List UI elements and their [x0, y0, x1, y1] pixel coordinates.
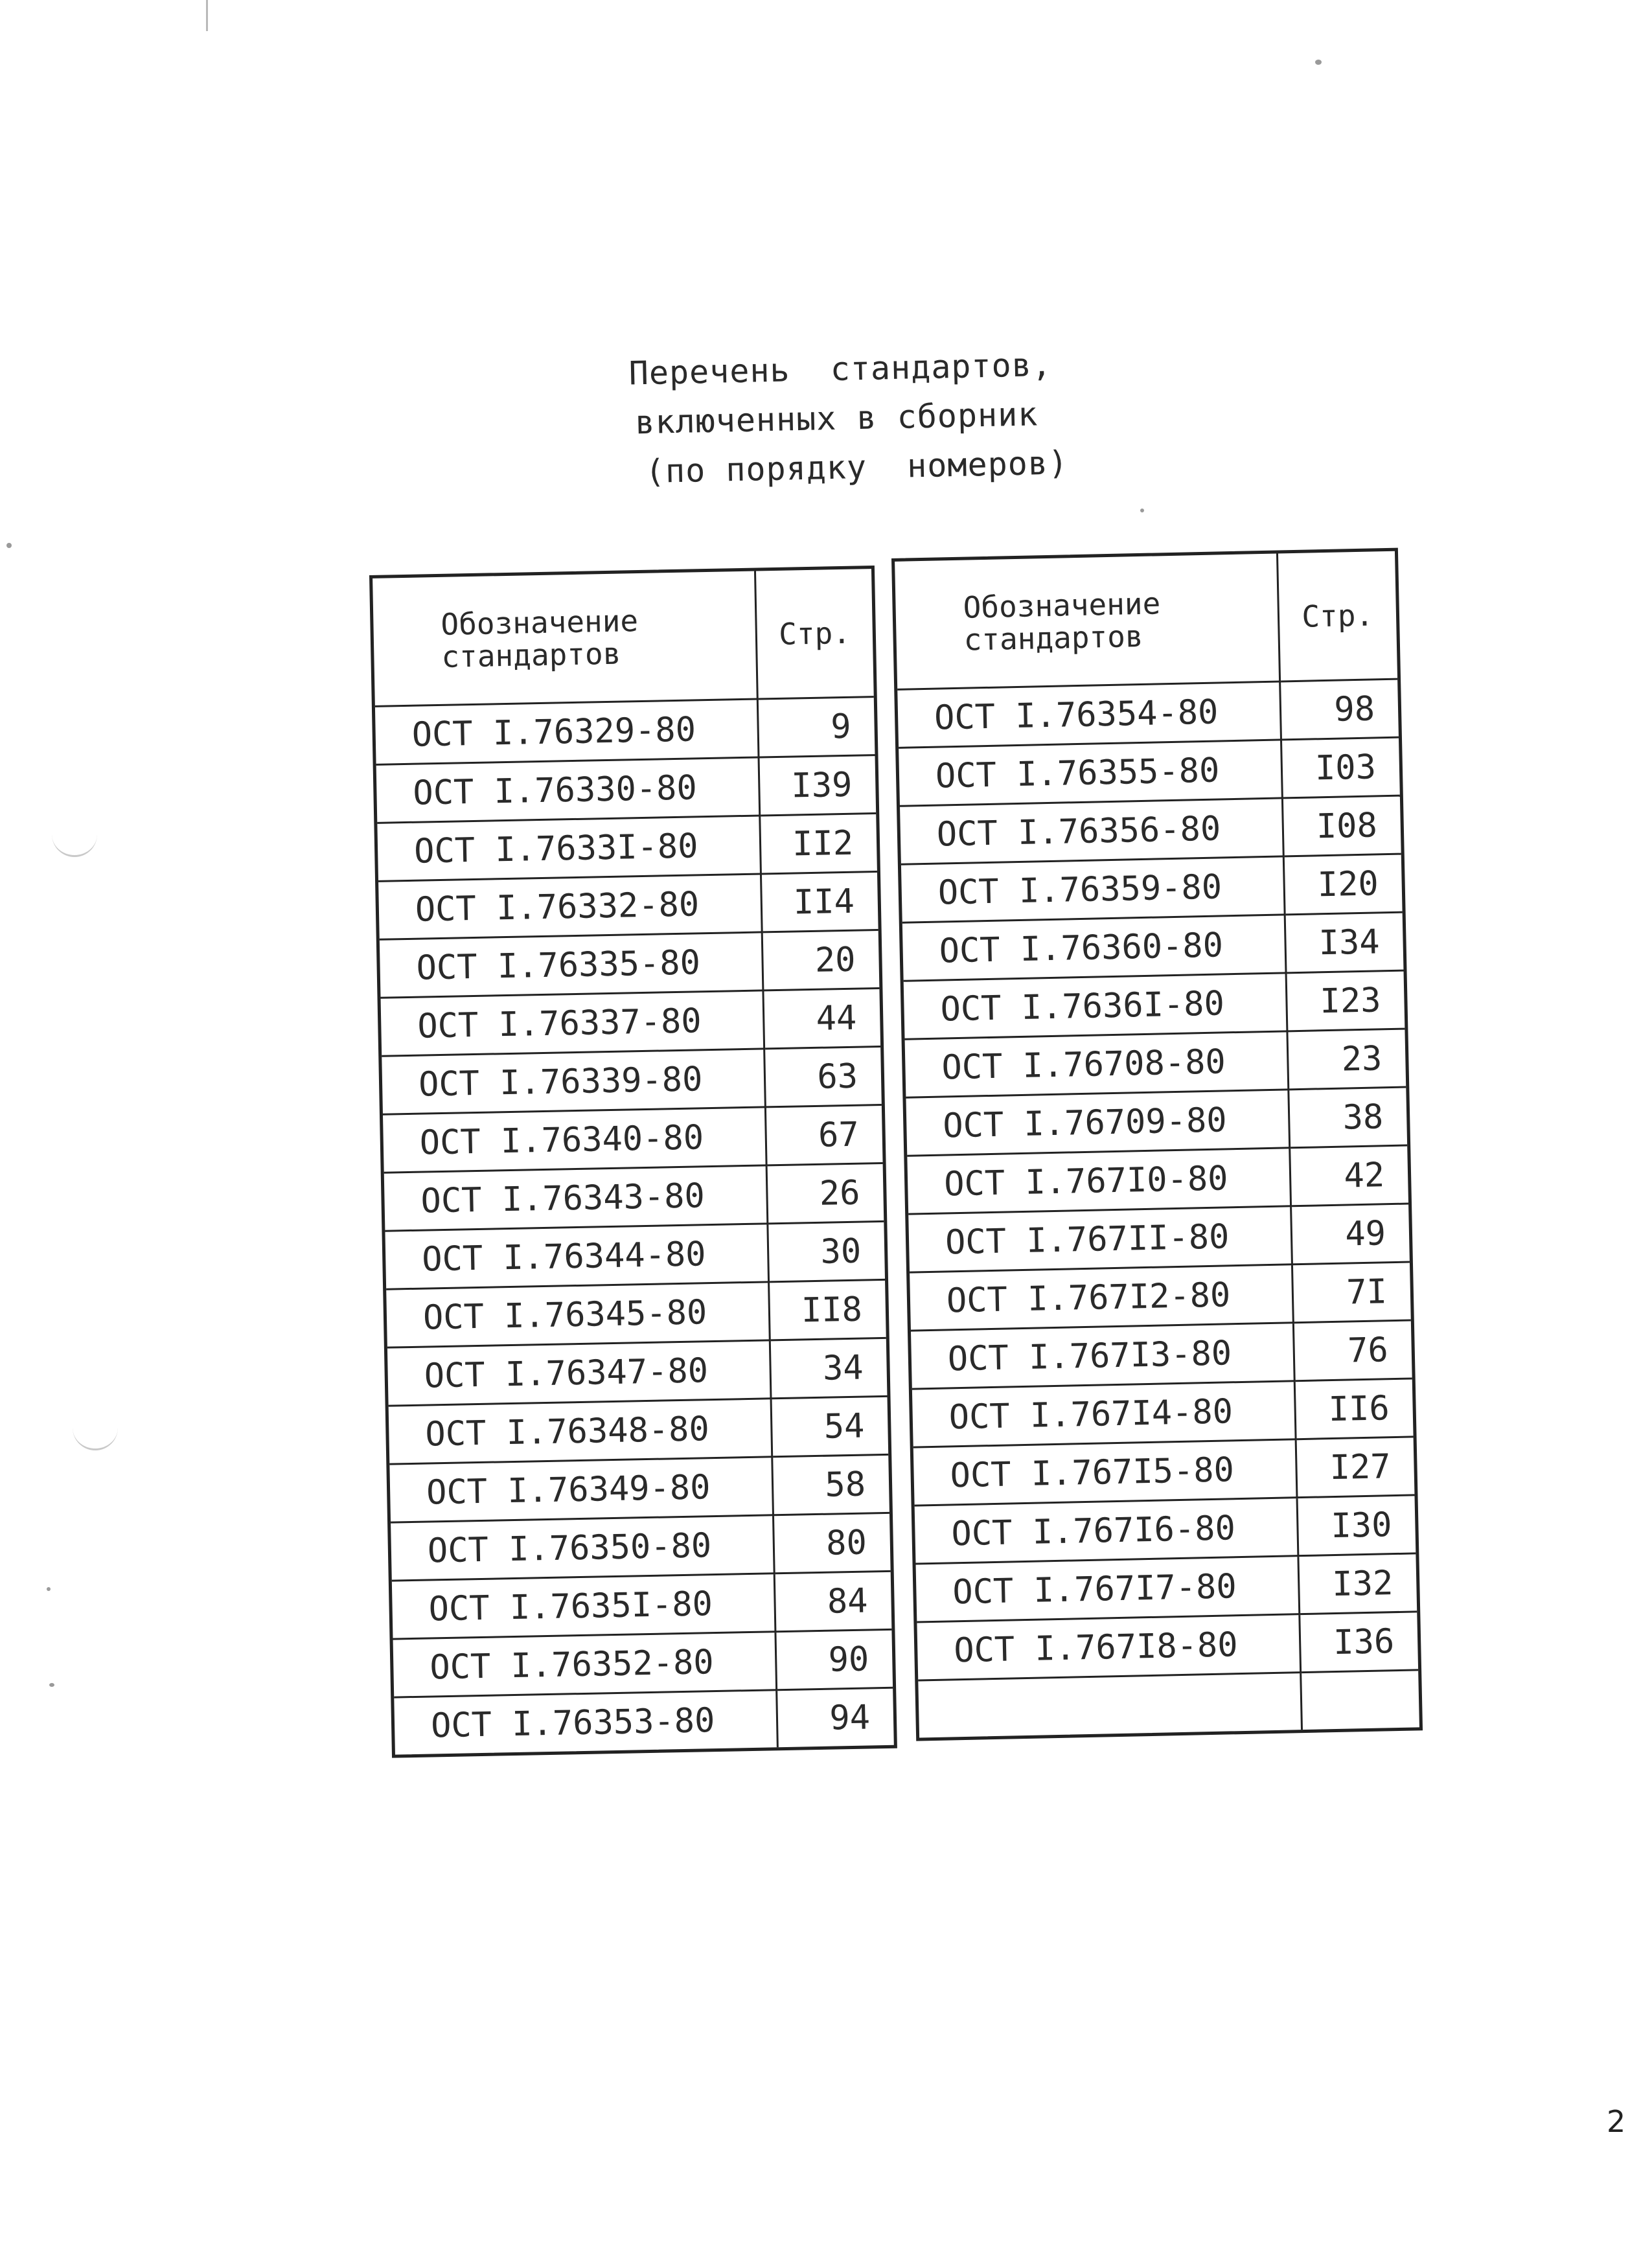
- standard-page: I30: [1296, 1495, 1416, 1556]
- standard-designation: ОСТ I.76339-80: [382, 1049, 765, 1114]
- standard-designation: ОСТ I.76353-80: [394, 1690, 777, 1755]
- standard-designation: ОСТ I.76343-80: [384, 1165, 768, 1231]
- table-row: [899, 737, 1400, 806]
- punch-hole-mark: [52, 833, 97, 857]
- standard-designation: ОСТ I.76709-80: [906, 1090, 1289, 1156]
- standard-designation: ОСТ I.767I3-80: [911, 1323, 1294, 1389]
- standard-designation: ОСТ I.767I7-80: [916, 1556, 1300, 1622]
- standard-page: I20: [1283, 854, 1403, 915]
- standard-designation: ОСТ I.767I5-80: [913, 1439, 1297, 1505]
- standard-designation: ОСТ I.76356-80: [900, 798, 1283, 864]
- table-row: [376, 755, 877, 823]
- standard-page: 9: [757, 697, 875, 757]
- table-row: [916, 1553, 1417, 1622]
- standard-page: 38: [1288, 1087, 1407, 1148]
- page-number: 2: [1607, 2104, 1626, 2139]
- standard-designation: ОСТ I.76355-80: [899, 740, 1282, 806]
- table-row: [381, 989, 881, 1057]
- standard-page: II4: [761, 872, 878, 932]
- standard-designation: ОСТ I.76332-80: [378, 874, 762, 939]
- standard-page: II2: [759, 814, 877, 874]
- standard-page: 80: [773, 1513, 891, 1573]
- standard-page: 84: [774, 1571, 892, 1631]
- standard-page: I36: [1299, 1612, 1418, 1673]
- table-row: [900, 796, 1401, 864]
- table-row: [902, 912, 1404, 981]
- table-row: [389, 1396, 889, 1464]
- scan-speck: [49, 1683, 54, 1687]
- standard-page: 76: [1293, 1320, 1412, 1381]
- standard-designation: ОСТ I.76347-80: [387, 1340, 771, 1406]
- standard-designation: ОСТ I.767I8-80: [917, 1614, 1300, 1680]
- title-line-3: (по порядку номеров): [645, 444, 1069, 491]
- table-row: [905, 1029, 1406, 1097]
- standard-page: 67: [765, 1105, 883, 1165]
- table-row: [911, 1320, 1412, 1389]
- title-line-1: Перечень стандартов,: [628, 345, 1053, 393]
- table-row: [904, 970, 1405, 1039]
- standard-designation: ОСТ I.76359-80: [901, 856, 1285, 922]
- table-header-row: [895, 551, 1397, 690]
- standard-page: 98: [1279, 679, 1399, 740]
- standard-designation: ОСТ I.76330-80: [376, 757, 760, 823]
- table-row: [387, 1338, 888, 1406]
- scan-speck: [1140, 509, 1144, 512]
- standard-designation: ОСТ I.7635I-80: [392, 1574, 775, 1639]
- table-row: [391, 1513, 891, 1581]
- standard-page: I27: [1296, 1437, 1415, 1498]
- header-designation: Обозначение стандартов: [895, 554, 1279, 690]
- standard-page: 23: [1287, 1029, 1406, 1090]
- standard-page: I23: [1286, 970, 1405, 1031]
- header-page: Стр.: [755, 569, 874, 699]
- table-row: [394, 1688, 894, 1754]
- standard-designation: ОСТ I.76329-80: [375, 699, 759, 764]
- standard-page: [1300, 1670, 1419, 1730]
- table-row: [375, 697, 875, 765]
- table-header-row: [373, 569, 874, 706]
- standard-page: 44: [763, 989, 880, 1049]
- standard-page: I39: [759, 755, 877, 816]
- table-row: [917, 1612, 1418, 1680]
- standard-page: 94: [776, 1688, 894, 1747]
- standard-page: II6: [1294, 1379, 1414, 1439]
- table-row: [378, 872, 878, 940]
- table-row: [915, 1495, 1416, 1564]
- standard-page: I32: [1298, 1553, 1417, 1614]
- standard-designation: ОСТ I.767I2-80: [910, 1265, 1293, 1331]
- table-row: [384, 1163, 884, 1231]
- standard-page: 20: [762, 930, 880, 990]
- standard-page: 42: [1289, 1145, 1408, 1206]
- table-row: [392, 1571, 892, 1639]
- standard-designation: [918, 1673, 1302, 1738]
- standards-table-right: [891, 548, 1423, 1741]
- standard-designation: ОСТ I.7636I-80: [904, 973, 1287, 1039]
- document-title: [583, 339, 1118, 498]
- standard-designation: ОСТ I.767I4-80: [912, 1381, 1296, 1447]
- standard-page: 7I: [1292, 1262, 1411, 1323]
- standard-page: 34: [770, 1338, 888, 1398]
- title-line-2: включенных в сборник: [634, 395, 1038, 442]
- table-row: [385, 1221, 885, 1289]
- standard-designation: ОСТ I.76344-80: [385, 1224, 768, 1289]
- standard-designation: ОСТ I.76340-80: [383, 1107, 766, 1173]
- standard-page: I34: [1285, 912, 1404, 973]
- table-row: [918, 1670, 1419, 1738]
- table-row: [377, 814, 877, 882]
- table-row: [383, 1105, 883, 1173]
- scan-speck: [6, 543, 12, 548]
- standard-designation: ОСТ I.7633I-80: [377, 816, 761, 881]
- header-page: Стр.: [1277, 551, 1397, 681]
- table-row: [389, 1454, 889, 1522]
- standard-designation: ОСТ I.767II-80: [908, 1206, 1292, 1272]
- standard-page: I08: [1282, 796, 1401, 856]
- standard-page: II8: [768, 1279, 886, 1340]
- standard-designation: ОСТ I.76349-80: [389, 1457, 773, 1522]
- table-row: [910, 1262, 1411, 1331]
- standard-designation: ОСТ I.76348-80: [389, 1399, 772, 1464]
- standard-page: 54: [771, 1396, 889, 1456]
- table-row: [912, 1379, 1414, 1447]
- table-row: [901, 854, 1403, 922]
- standard-designation: ОСТ I.76335-80: [380, 932, 763, 998]
- standard-page: 49: [1291, 1204, 1410, 1265]
- scan-speck: [1315, 60, 1322, 65]
- table-row: [393, 1629, 893, 1697]
- standard-designation: ОСТ I.767I6-80: [915, 1498, 1298, 1564]
- standard-page: 58: [772, 1454, 889, 1515]
- standards-table-left: [369, 566, 897, 1758]
- standard-page: I03: [1281, 737, 1400, 798]
- standard-designation: ОСТ I.76354-80: [897, 681, 1281, 748]
- standard-designation: ОСТ I.76345-80: [386, 1282, 770, 1347]
- standard-page: 63: [764, 1046, 882, 1106]
- table-row: [913, 1437, 1415, 1505]
- standard-designation: ОСТ I.767I0-80: [907, 1148, 1291, 1214]
- standard-page: 30: [767, 1221, 885, 1281]
- table-row: [908, 1204, 1410, 1272]
- standard-page: 26: [766, 1163, 884, 1223]
- table-row: [906, 1087, 1407, 1156]
- table-row: [897, 679, 1399, 748]
- table-row: [386, 1279, 886, 1347]
- table-row: [907, 1145, 1408, 1214]
- scan-speck: [47, 1587, 51, 1591]
- standard-designation: ОСТ I.76352-80: [393, 1632, 777, 1697]
- standard-designation: ОСТ I.76708-80: [905, 1031, 1289, 1097]
- scan-edge-line: [206, 0, 208, 31]
- standard-designation: ОСТ I.76337-80: [381, 990, 764, 1056]
- header-designation: Обозначение стандартов: [373, 571, 757, 707]
- standard-page: 90: [775, 1629, 893, 1689]
- table-row: [380, 930, 880, 998]
- standard-designation: ОСТ I.76360-80: [902, 915, 1286, 981]
- standard-designation: ОСТ I.76350-80: [391, 1515, 774, 1581]
- punch-hole-mark: [73, 1426, 118, 1450]
- table-row: [382, 1046, 882, 1114]
